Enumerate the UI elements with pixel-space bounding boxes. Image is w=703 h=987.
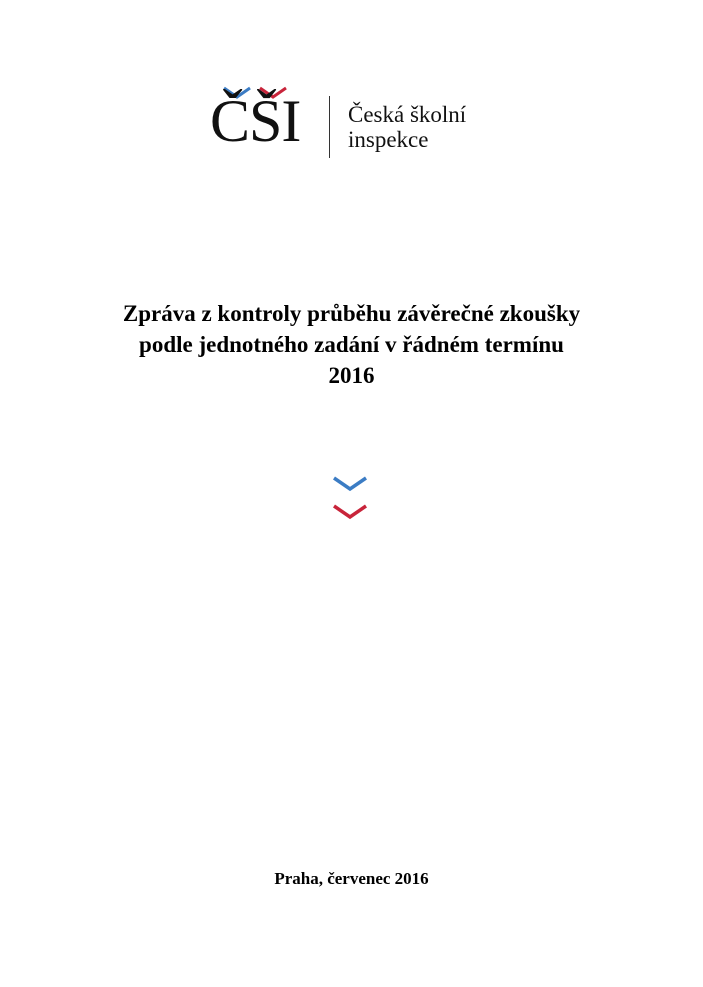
red-chevron-icon: [334, 506, 366, 517]
logo-name-line1: Česká školní: [348, 102, 467, 127]
title-line-2: podle jednotného zadání v řádném termínu: [139, 332, 564, 357]
csi-logo: [208, 82, 508, 164]
title-line-3: 2016: [328, 363, 375, 388]
blue-chevron-icon: [334, 478, 366, 489]
place-and-date: Praha, červenec 2016: [274, 869, 429, 888]
document-title: [40, 298, 663, 391]
logo-divider: [329, 96, 330, 158]
double-chevron-down-icon: [331, 475, 369, 521]
logo-institution-name: [348, 102, 466, 152]
logo-name-line2: inspekce: [348, 127, 429, 152]
title-line-1: Zpráva z kontroly průběhu závěrečné zkoušky: [122, 301, 581, 326]
logo-letters: ČŠI: [210, 88, 301, 154]
